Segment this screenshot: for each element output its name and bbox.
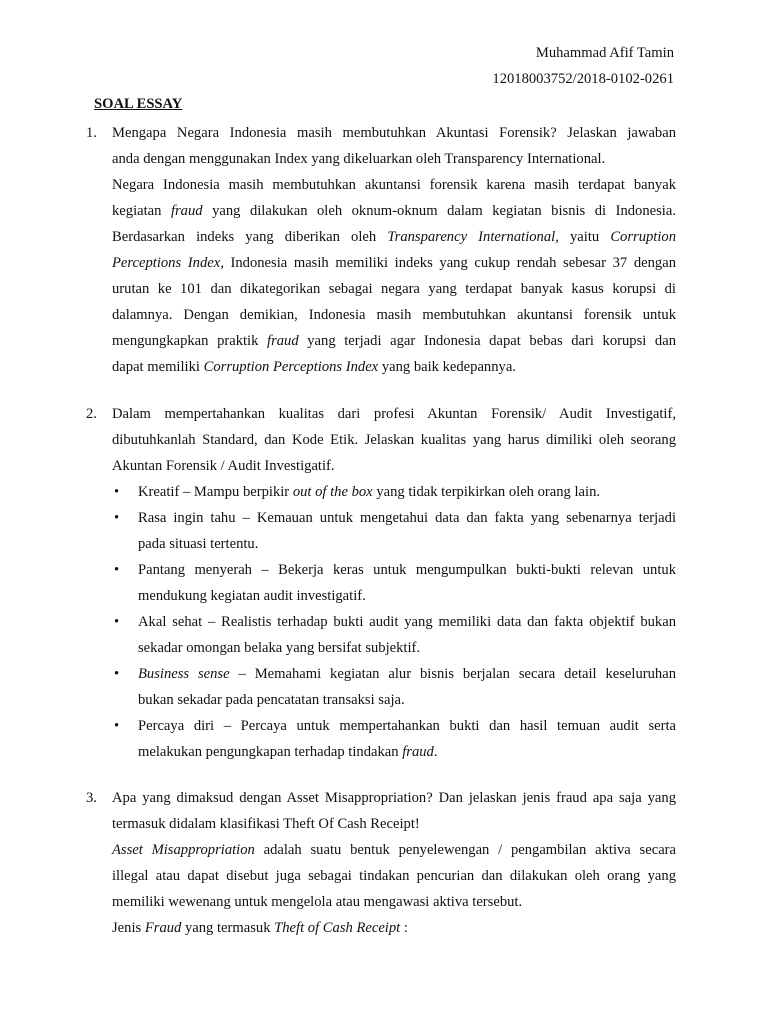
bullet-icon: • xyxy=(114,484,120,500)
answer-line: dalamnya. Dengan demikian, Indonesia masih membutuhkan akuntansi forensik untuk xyxy=(112,307,676,323)
list-item: • Rasa ingin tahu – Kemauan untuk mengetahui data dan fakta yang sebenarnya terjadi pada situasi tertentu. xyxy=(112,505,676,557)
answer-line: Negara Indonesia masih membutuhkan akuntansi forensik karena masih terdapat banyak xyxy=(112,177,676,193)
question-number: 1. xyxy=(86,125,97,141)
document-title: SOAL ESSAY xyxy=(94,96,183,112)
answer-line: Perceptions Index, Indonesia masih memiliki indeks yang cukup rendah sebesar 37 dengan xyxy=(112,255,676,271)
list-item: • Business sense – Memahami kegiatan alur bisnis berjalan secara detail keseluruhan bukan sekadar pada pencatatan transaksi saja. xyxy=(112,661,676,713)
question-text-line: Akuntan Forensik / Audit Investigatif. xyxy=(112,458,335,474)
answer-line: illegal atau dapat disebut juga sebagai tindakan pencurian dan dilakukan oleh orang yang xyxy=(112,868,676,884)
answer-line: dapat memiliki Corruption Perceptions Index yang baik kedepannya. xyxy=(112,359,516,375)
bullet-icon: • xyxy=(114,718,120,734)
question-text-line: termasuk didalam klasifikasi Theft Of Cash Receipt! xyxy=(112,816,420,832)
answer-line: urutan ke 101 dan dikategorikan sebagai negara yang terdapat banyak kasus korupsi di xyxy=(112,281,676,297)
bullet-icon: • xyxy=(114,510,120,526)
author-name: Muhammad Afif Tamin xyxy=(535,45,674,61)
student-id: 12018003752/2018-0102-0261 xyxy=(492,71,674,87)
bullet-icon: • xyxy=(114,614,120,630)
question-number: 3. xyxy=(86,790,97,806)
answer-line: memiliki wewenang untuk mengelola atau mengawasi aktiva tersebut. xyxy=(112,894,523,910)
question-text-line: Mengapa Negara Indonesia masih membutuhkan Akuntasi Forensik? Jelaskan jawaban xyxy=(112,125,676,141)
question-number: 2. xyxy=(86,406,97,422)
answer-line: mengungkapkan praktik fraud yang terjadi agar Indonesia dapat bebas dari korupsi dan xyxy=(112,333,676,349)
list-item: • Percaya diri – Percaya untuk mempertahankan bukti dan hasil temuan audit serta melakukan pengungkapan terhadap tindakan fraud. xyxy=(112,713,676,765)
question-2 xyxy=(86,401,676,765)
question-3 xyxy=(86,785,676,941)
answer-line: Asset Misappropriation adalah suatu bentuk penyelewengan / pengambilan aktiva secara xyxy=(112,842,677,858)
list-item: • Akal sehat – Realistis terhadap bukti audit yang memiliki data dan fakta objektif bukan sekadar omongan belaka yang bersifat subjektif. xyxy=(112,609,676,661)
list-item: • Pantang menyerah – Bekerja keras untuk mengumpulkan bukti-bukti relevan untuk mendukung kegiatan audit investigatif. xyxy=(112,557,676,609)
answer-line: kegiatan fraud yang dilakukan oleh oknum-oknum dalam kegiatan bisnis di Indonesia. xyxy=(112,203,676,219)
question-text-line: anda dengan menggunakan Index yang dikeluarkan oleh Transparency International. xyxy=(112,151,606,167)
question-text-line: Dalam mempertahankan kualitas dari profesi Akuntan Forensik/ Audit Investigatif, xyxy=(112,406,676,422)
bullet-icon: • xyxy=(114,666,120,682)
question-1 xyxy=(86,120,676,380)
list-item: • Kreatif – Mampu berpikir out of the box yang tidak terpikirkan oleh orang lain. xyxy=(112,479,676,505)
question-text-line: Apa yang dimaksud dengan Asset Misappropriation? Dan jelaskan jenis fraud apa saja yang xyxy=(112,790,676,806)
answer-line: Jenis Fraud yang termasuk Theft of Cash Receipt : xyxy=(112,920,408,936)
bullet-icon: • xyxy=(114,562,120,578)
quality-list xyxy=(112,479,676,765)
question-text-line: dibutuhkanlah Standard, dan Kode Etik. Jelaskan kualitas yang harus dimiliki oleh seorang xyxy=(112,432,676,448)
answer-line: Berdasarkan indeks yang diberikan oleh Transparency International, yaitu Corruption xyxy=(112,229,676,245)
